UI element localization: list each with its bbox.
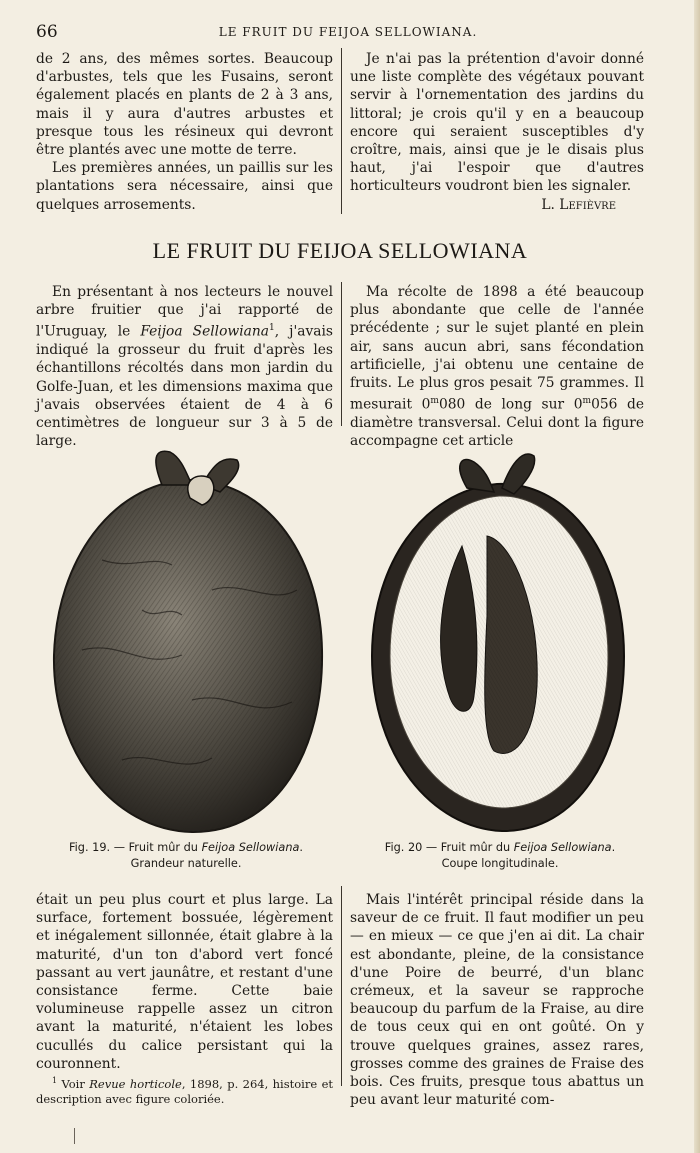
paragraph: était un peu plus court et plus large. La surface, fortement bossuée, légèrement et inégalement sillonnée, était glabre à la maturité, d'un ton d'abord vert foncé passant au vert jaunâtre, et restant d'une consistance ferme. Cette baie volumineuse rappelle assez un citron avant la maturité, n'étaient les lobes cucullés du calice persistant qui la couronnent.: [36, 892, 333, 1072]
whole-feijoa-fruit-illustration: [42, 440, 330, 835]
paragraph: de 2 ans, des mêmes sortes. Beaucoup d'arbustes, tels que les Fusains, seront également placés en plants de 2 à 3 ans, mais il y aura d'autres arbustes et presque tous les résineux qui devront être plantés avec une motte de terre.: [36, 51, 333, 159]
sectioned-feijoa-fruit-illustration: [362, 436, 632, 834]
paragraph: Je n'ai pas la prétention d'avoir donné une liste complète des végétaux pouvant servir à l'ornementation des jardins du littoral; je crois qu'il y en a beaucoup encore qui seraient susceptibles d'y croître, mais, ainsi que je le disais plus haut, j'ai l'espoir que d'autres horticulteurs voudront bien les signaler.: [350, 51, 644, 195]
paragraph: Les premières années, un paillis sur les plantations sera nécessaire, ainsi que quelques arrosements.: [36, 160, 333, 213]
figure-20-caption: Fig. 20 — Fruit mûr du Feijoa Sellowiana. Coupe longitudinale.: [384, 841, 616, 870]
author-signature: L. Lefièvre: [541, 196, 616, 213]
paragraph: En présentant à nos lecteurs le nouvel arbre fruitier que j'ai rapporté de l'Uruguay, le Feijoa Sellowiana$^1$, j'avais indiqué la grosseur du fruit d'après les échantillons récoltés dans mon jardin du Golfe-Juan, et les dimensions maxima que j'avais observées étaient de 4 à 6 centimètres de longueur sur 3 à 5 de large.: [36, 284, 333, 450]
column-divider: [341, 282, 342, 426]
paragraph: Ma récolte de 1898 a été beaucoup plus abondante que celle de l'année précédente ; sur le sujet planté en plein air, sans aucun abri, sans fécondation artificielle, j'ai obtenu une centaine de fruits. Le plus gros pesait 75 grammes. Il mesurait 0$^m$080 de long sur 0$^m$056 de diamètre transversal. Celui dont la figure accompagne cet article: [350, 284, 645, 450]
margin-mark: [74, 1128, 75, 1144]
page-edge: [694, 0, 700, 1153]
footnote-ref: 1: [268, 323, 275, 334]
previous-article-left-column: [36, 50, 333, 214]
previous-article-right-column: [350, 50, 644, 214]
figure-19-caption: Fig. 19. — Fruit mûr du Feijoa Sellowiana. Grandeur naturelle.: [68, 841, 304, 870]
intro-left-column: [36, 283, 333, 450]
column-divider: [341, 886, 342, 1086]
body-right-column: [350, 891, 644, 1109]
paragraph: Mais l'intérêt principal réside dans la saveur de ce fruit. Il faut modifier un peu — en mieux — ce que j'en ai dit. La chair est abondante, pleine, de la consistance d'une Poire de beurré, d'un blanc crémeux, et la saveur se rapproche beaucoup du parfum de la Fraise, au dire de tous ceux qui en ont goûté. On y trouve quelques graines, assez rares, grosses comme des graines de Fraise des bois. Ces fruits, presque tous abattus un peu avant leur maturité com-: [350, 892, 644, 1109]
running-title: LE FRUIT DU FEIJOA SELLOWIANA.: [218, 25, 478, 39]
column-divider: [341, 48, 342, 214]
body-left-column: [36, 891, 333, 1108]
running-head: [36, 22, 660, 42]
footnote: $^1$ Voir Revue horticole, 1898, p. 264, histoire et description avec figure coloriée.: [36, 1076, 333, 1107]
intro-right-column: [350, 283, 644, 450]
article-title: LE FRUIT DU FEIJOA SELLOWIANA: [152, 238, 528, 263]
page-number: 66: [36, 22, 58, 42]
